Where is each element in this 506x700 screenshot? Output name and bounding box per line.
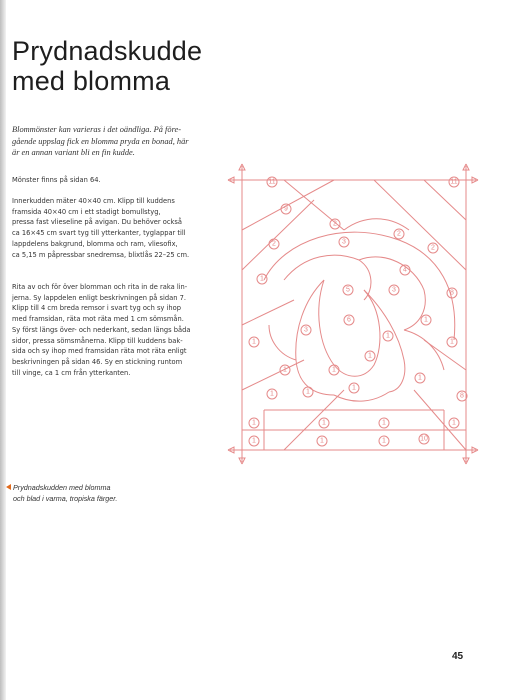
photo-caption	[6, 482, 166, 504]
materials-line: ca 5,15 m påpressbar snedremsa, blixtlås 22–25 cm.	[12, 250, 190, 259]
caption-line-1: Prydnadskudden med blomma	[13, 483, 111, 492]
svg-text:1: 1	[283, 366, 287, 374]
instructions-paragraph	[12, 282, 234, 378]
svg-text:1: 1	[252, 338, 256, 346]
materials-line: ca 16×45 cm svart tyg till ytterkanter, tyglappar till	[12, 229, 186, 238]
pattern-line	[424, 180, 466, 220]
label-1	[379, 418, 389, 428]
label-1	[280, 365, 290, 375]
label-1	[421, 315, 431, 325]
materials-line: Innerkudden mäter 40×40 cm. Klipp till kuddens	[12, 197, 175, 205]
svg-text:10: 10	[420, 435, 428, 443]
svg-text:2: 2	[333, 220, 337, 228]
svg-text:5: 5	[346, 286, 350, 294]
instructions-line: beskrivningen på sidan 46. Sy en stickning runtom	[12, 357, 183, 366]
svg-text:8: 8	[460, 392, 464, 400]
svg-text:1: 1	[452, 419, 456, 427]
instructions-line: till vinge, ca 1 cm från ytterkanten.	[12, 368, 131, 377]
pattern-line	[242, 360, 304, 390]
flower-petal	[344, 219, 409, 230]
label-6	[344, 315, 354, 325]
svg-text:3: 3	[304, 326, 308, 334]
label-2	[330, 219, 340, 229]
svg-text:3: 3	[342, 238, 346, 246]
label-1	[447, 337, 457, 347]
label-1	[317, 436, 327, 446]
pattern-line	[374, 180, 466, 270]
instructions-line: Klipp till 4 cm breda remsor i svart tyg och sy ihop	[12, 304, 181, 313]
svg-text:1: 1	[270, 390, 274, 398]
title-line-1: Prydnadskudde	[12, 36, 203, 66]
label-1	[249, 436, 259, 446]
label-1	[365, 351, 375, 361]
caption-line	[6, 482, 166, 493]
svg-text:1: 1	[306, 388, 310, 396]
label-1	[349, 383, 359, 393]
label-9	[281, 204, 291, 214]
intro-paragraph	[12, 124, 230, 159]
flower-petal	[269, 325, 296, 360]
svg-text:1: 1	[382, 419, 386, 427]
label-1	[249, 337, 259, 347]
flower-petal	[334, 392, 389, 401]
intro-line: gående uppslag fick en blomma pryda en bonad, här	[12, 136, 189, 146]
label-3	[301, 325, 311, 335]
label-1	[383, 331, 393, 341]
label-1	[329, 365, 339, 375]
label-2	[269, 239, 279, 249]
flower-petal	[296, 280, 334, 395]
instructions-line: Rita av och för över blomman och rita in de raka lin-	[12, 283, 188, 291]
instructions-line: Sy först längs över- och nederkant, sedan längs båda	[12, 325, 191, 334]
label-1	[257, 274, 267, 284]
flower-petal	[284, 255, 371, 300]
materials-line: framsida 40×40 cm i ett stadigt bomullstyg,	[12, 207, 161, 216]
instructions-line: sidor, pressa sömsmånerna. Klipp till kuddens bak-	[12, 336, 183, 345]
svg-text:1: 1	[322, 419, 326, 427]
svg-text:11: 11	[268, 178, 276, 186]
svg-text:11: 11	[450, 178, 458, 186]
flower-petal	[364, 290, 405, 392]
svg-text:4: 4	[403, 266, 407, 274]
pattern-line	[242, 180, 334, 230]
label-1	[449, 418, 459, 428]
pattern-line	[242, 300, 294, 325]
page-number: 45	[452, 651, 464, 662]
page-gutter-shadow	[0, 0, 6, 700]
svg-text:1: 1	[386, 332, 390, 340]
svg-text:2: 2	[397, 230, 401, 238]
label-3	[389, 285, 399, 295]
instructions-line: jerna. Sy lappdelen enligt beskrivningen på sidan 7.	[12, 293, 186, 302]
svg-text:9: 9	[284, 205, 288, 213]
label-11-top	[267, 177, 277, 187]
svg-text:1: 1	[424, 316, 428, 324]
svg-text:1: 1	[382, 437, 386, 445]
intro-line: Blommönster kan varieras i det oändliga. På före-	[12, 125, 182, 134]
label-11-top-right	[449, 177, 459, 187]
label-1	[379, 436, 389, 446]
materials-paragraph	[12, 196, 234, 260]
label-1	[319, 418, 329, 428]
svg-text:8: 8	[450, 289, 454, 297]
pattern-reference	[12, 175, 234, 186]
label-8	[447, 288, 457, 298]
label-5	[343, 285, 353, 295]
label-1	[267, 389, 277, 399]
label-1	[415, 373, 425, 383]
label-3	[339, 237, 349, 247]
title-line-2: med blomma	[12, 66, 171, 96]
svg-text:1: 1	[450, 338, 454, 346]
pattern-reference-text: Mönster finns på sidan 64.	[12, 176, 101, 184]
svg-text:1: 1	[260, 275, 264, 283]
svg-text:1: 1	[352, 384, 356, 392]
flower-outer-petal	[264, 232, 455, 340]
svg-text:1: 1	[418, 374, 422, 382]
svg-text:2: 2	[272, 240, 276, 248]
materials-line: pressa fast vlieseline på avigan. Du behöver också	[12, 218, 183, 227]
svg-text:1: 1	[252, 437, 256, 445]
page-title	[12, 36, 202, 96]
label-1	[303, 387, 313, 397]
svg-text:1: 1	[368, 352, 372, 360]
materials-line: lappdelens bakgrund, blomma och ram, vliesofix,	[12, 239, 178, 248]
svg-text:6: 6	[347, 316, 351, 324]
quilt-pattern-diagram	[224, 160, 482, 470]
label-2	[428, 243, 438, 253]
svg-text:3: 3	[392, 286, 396, 294]
pattern-line	[284, 390, 344, 450]
label-10	[419, 434, 429, 444]
label-1	[249, 418, 259, 428]
instructions-line: sida och sy ihop med framsidan räta mot räta enligt	[12, 347, 187, 356]
svg-text:2: 2	[431, 244, 435, 252]
svg-text:1: 1	[320, 437, 324, 445]
label-4	[400, 265, 410, 275]
label-2	[394, 229, 404, 239]
svg-text:1: 1	[252, 419, 256, 427]
intro-line: är en annan variant bli en fin kudde.	[12, 148, 135, 157]
svg-text:1: 1	[332, 366, 336, 374]
caption-line-2: och blad i varma, tropiska färger.	[13, 494, 118, 503]
caption-arrow-icon	[6, 484, 11, 490]
instructions-line: med framsidan, räta mot räta med 1 cm sömsmån.	[12, 315, 184, 324]
